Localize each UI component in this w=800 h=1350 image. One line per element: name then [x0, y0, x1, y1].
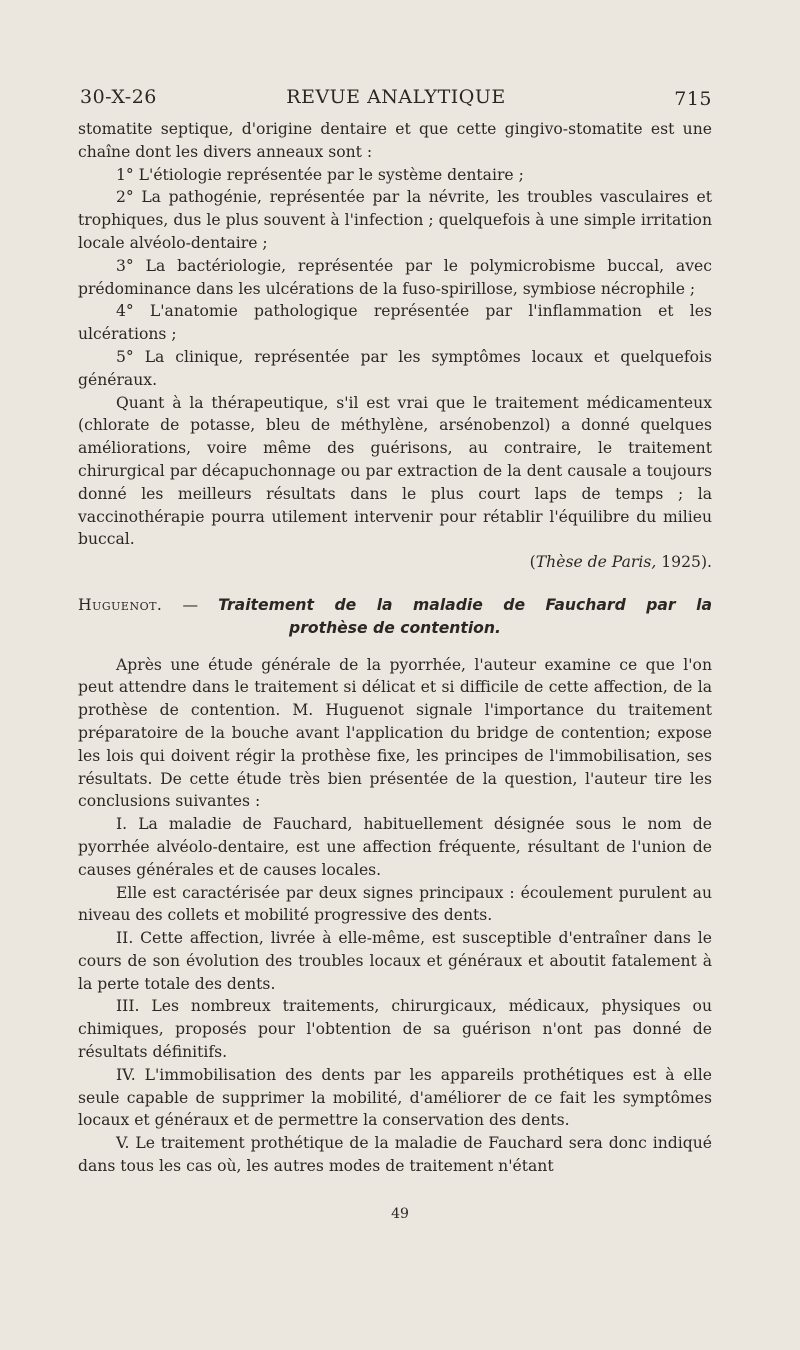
paragraph: stomatite septique, d'origine dentaire et que cette gingivo-stomatite est une chaîne dont les divers anneaux sont :: [78, 120, 712, 161]
running-header: [80, 86, 712, 116]
conclusion-item: III. Les nombreux traitements, chirurgicaux, médicaux, physiques ou chimiques, proposés pour l'obtention de sa guérison n'ont pas donné de résultats définitifs.: [78, 997, 712, 1062]
signature-mark: 49: [391, 1206, 409, 1222]
paragraphs-b: [78, 654, 712, 1178]
citation-source: Thèse de Paris,: [535, 553, 657, 572]
paragraph: 5° La clinique, représentée par les symptômes locaux et quelquefois généraux.: [78, 347, 712, 389]
article-title-line-1: Traitement de la maladie de Fauchard par la: [218, 595, 712, 614]
paragraph: 1° L'étiologie représentée par le système dentaire ;: [116, 165, 524, 184]
paragraph: Après une étude générale de la pyorrhée, l'auteur examine ce que l'on peut attendre dans le traitement si délicat et si difficile de cette affection, de la prothèse de contention. M. Huguenot signale l'importance du traitement préparatoire de la bouche avant l'application du bridge de contention; expose les lois qui doivent régir la prothèse fixe, les principes de l'immobilisation, ses résultats. De cette étude très bien présentée de la question, l'auteur tire les conclusions suivantes :: [78, 655, 712, 811]
citation: (Thèse de Paris, 1925).: [529, 553, 712, 572]
article-author: Huguenot.: [78, 595, 163, 614]
conclusion-item: I. La maladie de Fauchard, habituellement désignée sous le nom de pyorrhée alvéolo-dentaire, est une affection fréquente, résultant de l'union de causes générales et de causes locales.: [78, 815, 712, 879]
conclusion-item: II. Cette affection, livrée à elle-même, est susceptible d'entraîner dans le cours de son évolution des troubles locaux et généraux et aboutit fatalement à la perte totale des dents.: [78, 929, 712, 993]
paragraph: 2° La pathogénie, représentée par la névrite, les troubles vasculaires et trophiques, dus le plus souvent à l'infection ; quelquefois à une simple irritation locale alvéolo-dentaire ;: [78, 188, 712, 252]
conclusion-item: IV. L'immobilisation des dents par les appareils prothétiques est à elle seule capable de supprimer la mobilité, d'améliorer de ce fait les symptômes locaux et généraux et de permettre la conservation des dents.: [78, 1065, 712, 1130]
citation-year: 1925: [661, 553, 701, 572]
paragraphs-a: [78, 118, 712, 551]
conclusion-item: V. Le traitement prothétique de la maladie de Fauchard sera donc indiqué dans tous les cas où, les autres modes de traitement n'étant: [78, 1134, 712, 1176]
heading-dash: —: [182, 595, 199, 614]
paragraph: 4° L'anatomie pathologique représentée par l'inflammation et les ulcérations ;: [78, 302, 712, 344]
header-date: 30-X-26: [80, 86, 157, 108]
article-heading-continued: [78, 617, 712, 640]
article-title-line-2: prothèse de contention.: [289, 618, 501, 637]
body-text: [78, 118, 712, 1178]
paragraph: Elle est caractérisée par deux signes principaux : écoulement purulent au niveau des collets et mobilité progressive des dents.: [78, 883, 712, 925]
journal-title: REVUE ANALYTIQUE: [286, 86, 506, 108]
article-heading: [78, 594, 712, 617]
paragraph: 3° La bactériologie, représentée par le polymicrobisme buccal, avec prédominance dans les ulcérations de la fuso-spirillose, symbiose nécrophile ;: [78, 256, 712, 298]
page-number: 715: [674, 88, 712, 110]
paragraph: Quant à la thérapeutique, s'il est vrai que le traitement médicamenteux (chlorate de potasse, bleu de méthylène, arsénobenzol) a donné quelques améliorations, voire même des guérisons, au contraire, le traitement chirurgical par décapuchonnage ou par extraction de la dent causale a toujours donné les meilleurs résultats dans le plus court laps de temps ; la vaccinothérapie pourra utilement intervenir pour rétablir l'équilibre du milieu buccal.: [78, 393, 712, 549]
